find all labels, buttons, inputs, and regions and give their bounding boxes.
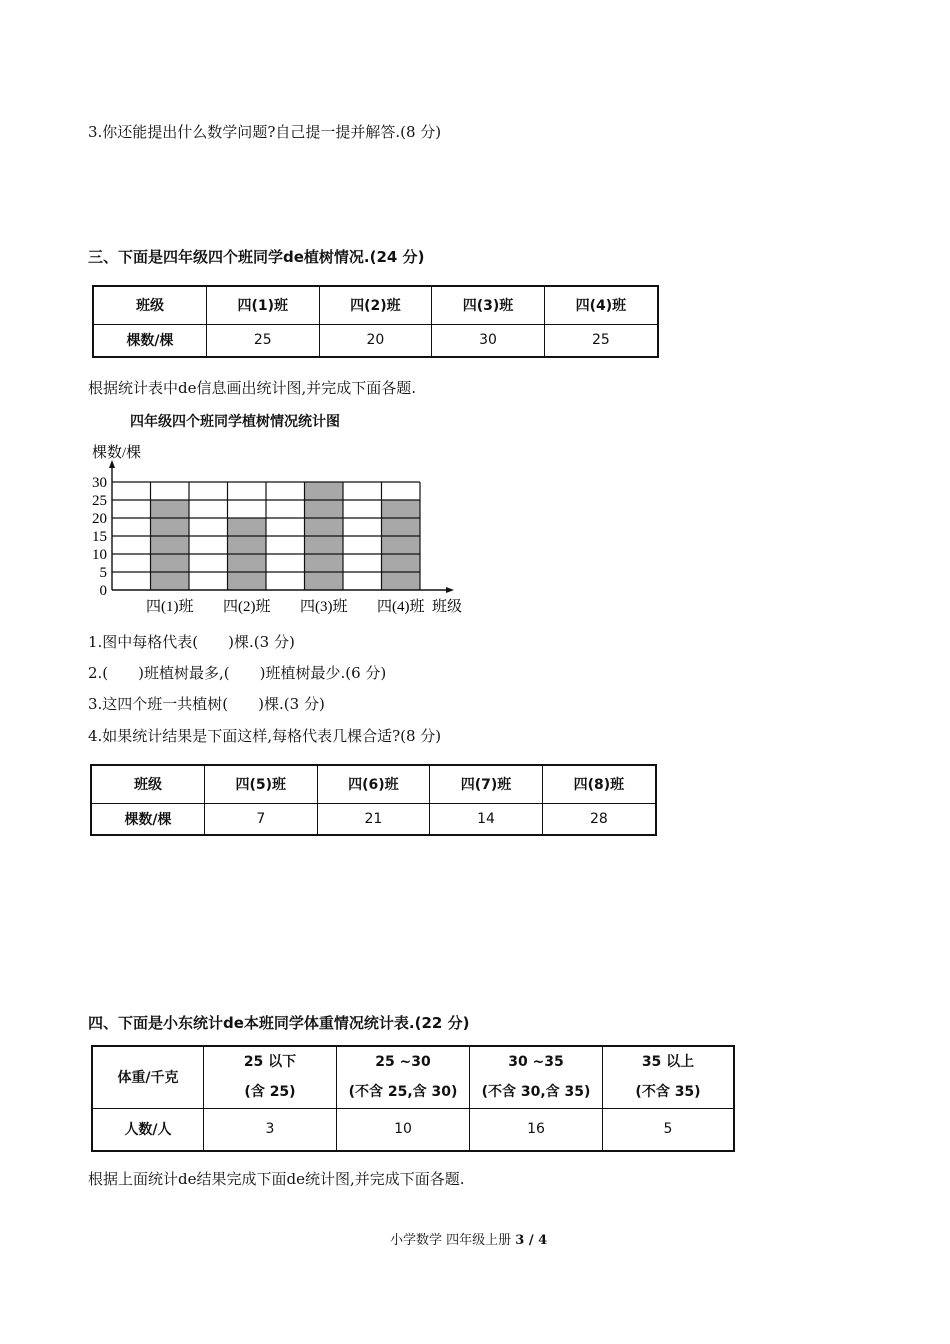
header-range: 25 以下 xyxy=(243,1054,297,1071)
table-header-cell: 四(6)班 xyxy=(317,765,430,803)
header-note: (不含 30,含 35) xyxy=(481,1084,591,1101)
bar-chart xyxy=(86,436,486,621)
table-header-cell xyxy=(204,1046,337,1108)
table-header-cell: 四(7)班 xyxy=(430,765,543,803)
table-cell: 20 xyxy=(319,324,432,357)
table-cell: 3 xyxy=(204,1108,337,1151)
x-tick-label: 四(1)班 xyxy=(146,599,194,615)
y-tick-label: 5 xyxy=(99,565,107,581)
table-cell: 30 xyxy=(432,324,545,357)
table-header-cell: 班级 xyxy=(93,286,207,324)
table-row-label: 棵数/棵 xyxy=(93,324,207,357)
table-cell: 7 xyxy=(205,803,318,835)
page-footer xyxy=(390,1229,547,1248)
y-tick-label: 30 xyxy=(92,475,107,491)
section-3-instruction: 根据统计表中de信息画出统计图,并完成下面各题. xyxy=(88,379,417,397)
question-4: 4.如果统计结果是下面这样,每格代表几棵合适?(8 分) xyxy=(88,727,442,745)
x-axis-arrow xyxy=(446,587,454,593)
footer-text: 小学数学 四年级上册 xyxy=(390,1233,516,1248)
table-header-cell: 四(5)班 xyxy=(205,765,318,803)
table-cell: 28 xyxy=(542,803,656,835)
y-axis-arrow xyxy=(109,460,115,468)
section-3-title: 三、下面是四年级四个班同学de植树情况.(24 分) xyxy=(88,248,425,266)
table-header-cell: 四(2)班 xyxy=(319,286,432,324)
weight-table xyxy=(91,1045,735,1152)
y-tick-label: 25 xyxy=(92,493,107,509)
table-header-cell: 四(1)班 xyxy=(207,286,320,324)
chart-bar xyxy=(382,500,421,590)
page-number: 3 / 4 xyxy=(515,1233,548,1248)
table-cell: 21 xyxy=(317,803,430,835)
question-1: 1.图中每格代表( )棵.(3 分) xyxy=(88,633,295,651)
x-tick-label: 四(2)班 xyxy=(223,599,271,615)
table-header-cell: 体重/千克 xyxy=(92,1046,204,1108)
x-axis-label: 班级 xyxy=(432,599,463,615)
y-tick-label: 10 xyxy=(92,547,107,563)
y-tick-label: 20 xyxy=(92,511,107,527)
y-tick-label: 0 xyxy=(99,583,107,599)
y-axis-label: 棵数/棵 xyxy=(92,445,142,461)
header-note: (含 25) xyxy=(244,1084,296,1101)
question-3-prompt: 3.你还能提出什么数学问题?自己提一提并解答.(8 分) xyxy=(88,123,442,141)
tree-planting-table xyxy=(92,285,659,358)
table-row-label: 人数/人 xyxy=(92,1108,204,1151)
chart-title: 四年级四个班同学植树情况统计图 xyxy=(130,414,340,430)
table-header-cell: 班级 xyxy=(91,765,205,803)
header-note: (不含 25,含 30) xyxy=(348,1084,458,1101)
chart-bar xyxy=(151,500,190,590)
table-header-cell: 四(8)班 xyxy=(542,765,656,803)
table-header-cell xyxy=(603,1046,735,1108)
table-header-cell xyxy=(470,1046,603,1108)
y-tick-label: 15 xyxy=(92,529,107,545)
table-cell: 14 xyxy=(430,803,543,835)
header-range: 35 以上 xyxy=(641,1054,695,1071)
section-4-title: 四、下面是小东统计de本班同学体重情况统计表.(22 分) xyxy=(88,1014,470,1032)
table-cell: 25 xyxy=(544,324,658,357)
section-4-instruction: 根据上面统计de结果完成下面de统计图,并完成下面各题. xyxy=(88,1170,465,1188)
x-tick-label: 四(4)班 xyxy=(377,599,425,615)
table-cell: 10 xyxy=(337,1108,470,1151)
question-2: 2.( )班植树最多,( )班植树最少.(6 分) xyxy=(88,664,387,682)
header-range: 30 ~35 xyxy=(508,1054,564,1071)
table-row-label: 棵数/棵 xyxy=(91,803,205,835)
question-3: 3.这四个班一共植树( )棵.(3 分) xyxy=(88,695,325,713)
x-tick-label: 四(3)班 xyxy=(300,599,348,615)
table-cell: 16 xyxy=(470,1108,603,1151)
table-header-cell: 四(4)班 xyxy=(544,286,658,324)
header-note: (不含 35) xyxy=(635,1084,701,1101)
table-header-cell: 四(3)班 xyxy=(432,286,545,324)
table-cell: 25 xyxy=(207,324,320,357)
tree-planting-table-2 xyxy=(90,764,657,836)
table-header-cell xyxy=(337,1046,470,1108)
header-range: 25 ~30 xyxy=(375,1054,431,1071)
table-cell: 5 xyxy=(603,1108,735,1151)
